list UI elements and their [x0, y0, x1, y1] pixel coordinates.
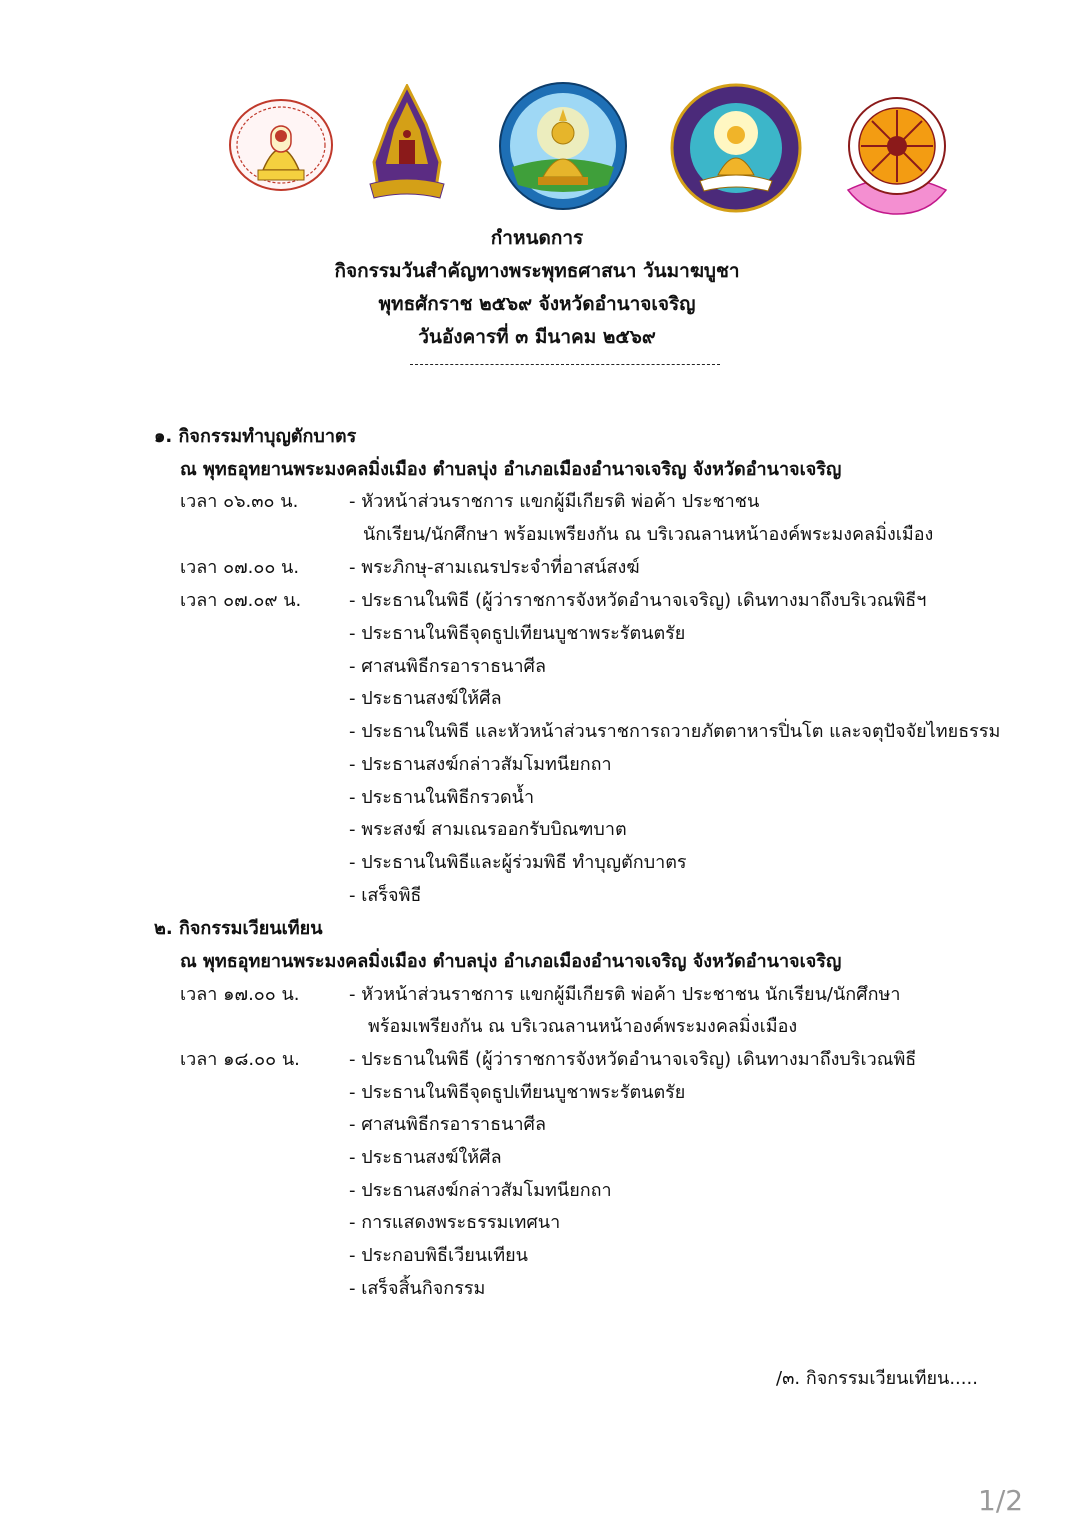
section1-list-item: - ประธานในพิธี และหัวหน้าส่วนราชการถวายภัตตาหารปิ่นโต และจตุปัจจัยไทยธรรม	[349, 721, 1001, 742]
section2-list-item: - เสร็จสิ้นกิจกรรม	[349, 1278, 486, 1299]
section1-list-item: - ประธานสงฆ์ให้ศีล	[349, 688, 502, 709]
culture-ministry-seal-icon	[366, 84, 448, 202]
heading-date-line: วันอังคารที่ ๓ มีนาคม ๒๕๖๙	[418, 326, 656, 348]
heading-event-line: กิจกรรมวันสำคัญทางพระพุทธศาสนา วันมาฆบูชา	[334, 260, 740, 282]
section1-item-attendees: - หัวหน้าส่วนราชการ แขกผู้มีเกียรติ พ่อค้า ประชาชน	[349, 491, 760, 512]
document-heading	[0, 222, 1074, 354]
section2-title: ๒. กิจกรรมเวียนเทียน	[154, 918, 323, 939]
section1-list-item: - พระสงฆ์ สามเณรออกรับบิณฑบาต	[349, 819, 627, 840]
ministry-culture-seal	[366, 84, 448, 202]
buddha-seal-icon	[498, 81, 628, 211]
section1-title: ๑. กิจกรรมทำบุญตักบาตร	[154, 426, 357, 447]
dharma-wheel-seal-icon	[842, 94, 952, 216]
ministry-religious-affairs-seal	[228, 98, 334, 192]
section1-list-item: - ประธานสงฆ์กล่าวสัมโมทนียกถา	[349, 754, 612, 775]
section1-time-0709: เวลา ๐๗.๐๙ น.	[180, 590, 302, 611]
section1-list-item: - ประธานในพิธีกรวดน้ำ	[349, 787, 535, 808]
section1-list-item: - ประธานในพิธีและผู้ร่วมพิธี ทำบุญตักบาตร	[349, 852, 687, 873]
section1-time-0700: เวลา ๐๗.๐๐ น.	[180, 557, 300, 578]
section2-list-item: - ศาสนพิธีกรอาราธนาศีล	[349, 1114, 547, 1135]
amnat-charoen-municipality-seal	[670, 83, 802, 213]
section1-list-item: - ประธานในพิธี (ผู้ว่าราชการจังหวัดอำนาจเจริญ) เดินทางมาถึงบริเวณพิธีฯ	[349, 590, 927, 611]
section2-list-item: - ประธานในพิธี (ผู้ว่าราชการจังหวัดอำนาจเจริญ) เดินทางมาถึงบริเวณพิธี	[349, 1049, 917, 1070]
section2-list-item: - การแสดงพระธรรมเทศนา	[349, 1212, 561, 1233]
section2-item-attendees: - หัวหน้าส่วนราชการ แขกผู้มีเกียรติ พ่อค้า ประชาชน นักเรียน/นักศึกษา	[349, 984, 901, 1005]
heading-year-province-line: พุทธศักราช ๒๕๖๙ จังหวัดอำนาจเจริญ	[378, 293, 696, 315]
section2-list-item: - ประธานสงฆ์ให้ศีล	[349, 1147, 502, 1168]
national-buddhism-office-seal	[842, 94, 952, 216]
section1-list-item: - ศาสนพิธีกรอาราธนาศีล	[349, 656, 547, 677]
section2-list-item: - ประกอบพิธีเวียนเทียน	[349, 1245, 528, 1266]
section1-list-item: - ประธานในพิธีจุดธูปเทียนบูชาพระรัตนตรัย	[349, 623, 686, 644]
section2-item-attendees-cont: พร้อมเพรียงกัน ณ บริเวณลานหน้าองค์พระมงคลมิ่งเมือง	[368, 1016, 798, 1037]
section2-list-item: - ประธานในพิธีจุดธูปเทียนบูชาพระรัตนตรัย	[349, 1082, 686, 1103]
heading-title: กำหนดการ	[490, 227, 584, 249]
section1-time-0630: เวลา ๐๖.๓๐ น.	[180, 491, 299, 512]
section1-location: ณ พุทธอุทยานพระมงคลมิ่งเมือง ตำบลบุ่ง อำเภอเมืองอำนาจเจริญ จังหวัดอำนาจเจริญ	[180, 459, 842, 480]
section2-time-1800: เวลา ๑๘.๐๐ น.	[180, 1049, 300, 1070]
municipality-seal-icon	[670, 83, 802, 213]
section2-time-1700: เวลา ๑๗.๐๐ น.	[180, 984, 300, 1005]
religious-affairs-seal-icon	[228, 98, 334, 192]
section2-location: ณ พุทธอุทยานพระมงคลมิ่งเมือง ตำบลบุ่ง อำเภอเมืองอำนาจเจริญ จังหวัดอำนาจเจริญ	[180, 951, 842, 972]
section1-item-monks-seated: - พระภิกษุ-สามเณรประจำที่อาสน์สงฆ์	[349, 557, 640, 578]
section1-item-attendees-cont: นักเรียน/นักศึกษา พร้อมเพรียงกัน ณ บริเวณลานหน้าองค์พระมงคลมิ่งเมือง	[363, 524, 934, 545]
continuation-note: /๓. กิจกรรมเวียนเทียน.....	[776, 1368, 978, 1389]
section1-list-item: - เสร็จพิธี	[349, 885, 422, 906]
page-indicator: 1/2	[978, 1484, 1024, 1517]
section2-list-item: - ประธานสงฆ์กล่าวสัมโมทนียกถา	[349, 1180, 612, 1201]
heading-divider	[410, 364, 720, 365]
provincial-buddha-seal	[498, 81, 628, 211]
